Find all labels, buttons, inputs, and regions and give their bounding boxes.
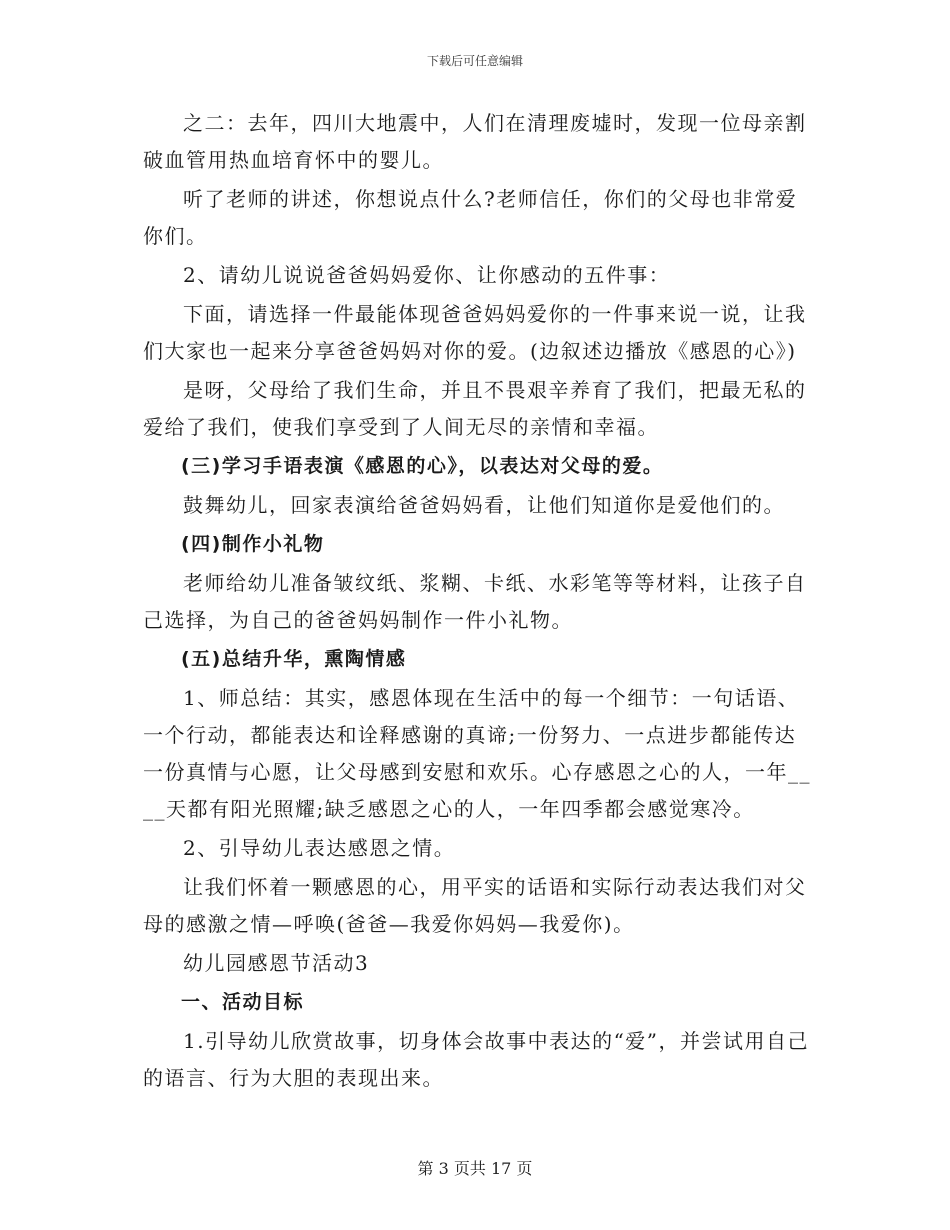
page-footer: 第 3 页共 17 页 xyxy=(417,1159,533,1178)
page-header: 下载后可任意编辑 xyxy=(426,54,523,68)
paragraph: 幼儿园感恩节活动3 xyxy=(183,951,370,975)
paragraph: 1、师总结：其实，感恩体现在生活中的每一个细节：一句话语、一个行动，都能表达和诠释感谢的真谛;一份努力、一点进步都能传达一份真情与心愿，让父母感到安慰和欢乐。心存感恩之心的人，一年____天都有阳光照耀;缺乏感恩之心的人，一年四季都会感觉寒冷。 xyxy=(143,686,811,821)
paragraph: 2、引导幼儿表达感恩之情。 xyxy=(183,836,456,860)
paragraph: 鼓舞幼儿，回家表演给爸爸妈妈看，让他们知道你是爱他们的。 xyxy=(183,493,785,517)
section-heading: 一、活动目标 xyxy=(181,991,305,1013)
paragraph: 让我们怀着一颗感恩的心，用平实的话语和实际行动表达我们对父母的感激之情—呼唤(爸爸—我爱你妈妈—我爱你)。 xyxy=(143,875,807,936)
paragraph: 是呀，父母给了我们生命，并且不畏艰辛养育了我们，把最无私的爱给了我们，使我们享受到了人间无尽的亲情和幸福。 xyxy=(143,378,807,439)
section-heading: (五)总结升华，熏陶情感 xyxy=(181,648,407,670)
document-body xyxy=(143,105,813,1099)
paragraph: 1.引导幼儿欣赏故事，切身体会故事中表达的“爱”，并尝试用自己的语言、行为大胆的表现出来。 xyxy=(143,1029,810,1090)
paragraph: 2、请幼儿说说爸爸妈妈爱你、让你感动的五件事： xyxy=(183,263,671,287)
section-heading: (四)制作小礼物 xyxy=(181,533,325,555)
paragraph: 老师给幼儿准备皱纹纸、浆糊、卡纸、水彩笔等等材料，让孩子自己选择，为自己的爸爸妈妈制作一件小礼物。 xyxy=(143,571,807,632)
section-heading: (三)学习手语表演《感恩的心》，以表达对父母的爱。 xyxy=(181,455,664,477)
paragraph: 之二：去年，四川大地震中，人们在清理废墟时，发现一位母亲割破血管用热血培育怀中的婴儿。 xyxy=(143,111,807,172)
paragraph: 听了老师的讲述，你想说点什么?老师信任，你们的父母也非常爱你们。 xyxy=(143,187,798,248)
paragraph: 下面，请选择一件最能体现爸爸妈妈爱你的一件事来说一说，让我们大家也一起来分享爸爸妈妈对你的爱。(边叙述边播放《感恩的心》) xyxy=(143,302,807,363)
